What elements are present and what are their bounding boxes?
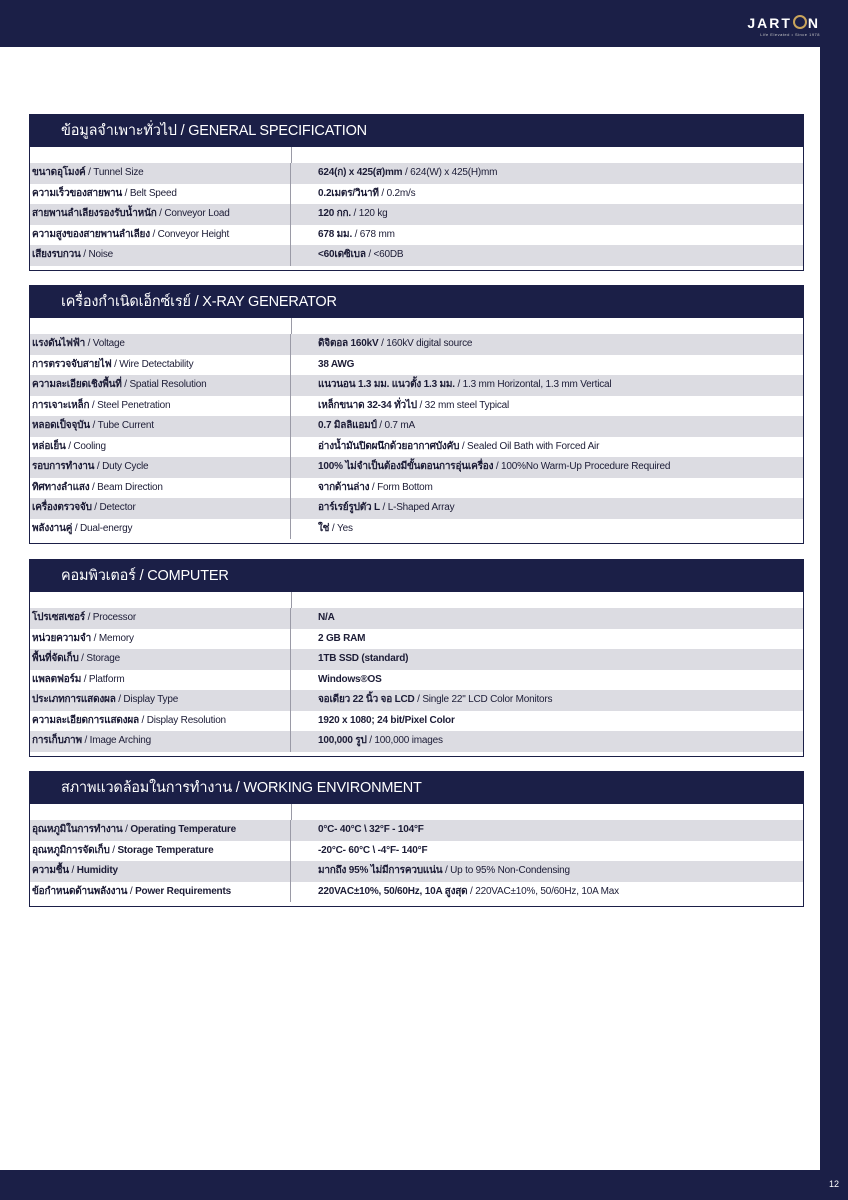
spec-label: ขนาดอุโมงค์ / Tunnel Size — [30, 163, 291, 184]
spec-value-english: 220VAC±10%, 50/60Hz, 10A Max — [475, 885, 619, 897]
spec-value-primary: 0.7 มิลลิแอมป์ — [318, 420, 377, 431]
spec-label: เสียงรบกวน / Noise — [30, 245, 291, 266]
spec-value — [291, 841, 803, 862]
spec-value: อ่างน้ำมันปิดผนึกด้วยอากาศบังคับ / Sealed Oil Bath with Forced Air — [318, 440, 600, 452]
section-title: ข้อมูลจำเพาะทั่วไป / GENERAL SPECIFICATION — [30, 115, 803, 147]
spec-value-english: L-Shaped Array — [387, 502, 455, 513]
spec-value-english: 678 mm — [359, 228, 395, 240]
spec-value: จากด้านล่าง / Form Bottom — [318, 481, 433, 493]
spec-value-primary: 220VAC±10%, 50/60Hz, 10A สูงสุด — [318, 885, 468, 897]
spec-value: แนวนอน 1.3 มม. แนวตั้ง 1.3 มม. / 1.3 mm Horizontal, 1.3 mm Vertical — [318, 379, 612, 390]
spec-value: ดิจิตอล 160kV / 160kV digital source — [318, 338, 473, 349]
spec-value: 100,000 รูป / 100,000 images — [318, 735, 443, 746]
spec-label-thai: แรงดันไฟฟ้า — [32, 338, 86, 349]
spec-label-thai: รอบการทำงาน — [32, 461, 95, 472]
spec-label-thai: เสียงรบกวน — [32, 249, 81, 260]
spec-label: รอบการทำงาน / Duty Cycle — [30, 457, 291, 478]
spec-value-english: 32 mm steel Typical — [424, 399, 510, 411]
spec-label-thai: การเจาะเหล็ก — [32, 399, 90, 411]
top-header-bar — [0, 0, 848, 47]
spec-value: 0.2เมตร/วินาที / 0.2m/s — [318, 187, 416, 199]
spec-label-thai: การตรวจจับสายไฟ — [32, 358, 112, 370]
spec-row — [30, 731, 803, 752]
spec-label-english: Beam Direction — [97, 481, 163, 493]
spec-table — [30, 608, 803, 756]
spec-label-english: Tunnel Size — [93, 167, 144, 178]
spec-label: ความสูงของสายพานลำเลียง / Conveyor Height — [30, 225, 291, 246]
spec-value-english: 1.3 mm Horizontal, 1.3 mm Vertical — [462, 379, 612, 390]
spec-label-thai: ขนาดอุโมงค์ — [32, 167, 86, 178]
spec-value: จอเดียว 22 นิ้ว จอ LCD / Single 22" LCD Color Monitors — [318, 694, 553, 705]
spec-row — [30, 820, 803, 841]
spec-row — [30, 629, 803, 650]
spec-row — [30, 882, 803, 903]
spec-value-english: Single 22" LCD Color Monitors — [422, 694, 553, 705]
spec-label-thai: อุณหภูมิการจัดเก็บ — [32, 844, 110, 856]
spec-label-english: Dual-energy — [79, 522, 133, 534]
spec-label: แรงดันไฟฟ้า / Voltage — [30, 334, 291, 355]
spec-label: พลังงานคู่ / Dual-energy — [30, 519, 291, 540]
spec-table — [30, 820, 803, 906]
spec-row — [30, 245, 803, 266]
spec-label-english: Tube Current — [97, 420, 154, 431]
spec-row — [30, 608, 803, 629]
spec-label-english: Display Resolution — [146, 714, 226, 726]
spec-table — [30, 163, 803, 270]
section-general-specification — [29, 114, 804, 271]
brand-logo — [747, 15, 820, 37]
spec-value-english: <60DB — [373, 249, 404, 260]
spec-value-primary: -20°C- 60°C \ -4°F- 140°F — [318, 844, 428, 856]
spec-row — [30, 841, 803, 862]
bottom-footer-bar — [0, 1170, 848, 1200]
spec-row — [30, 437, 803, 458]
spec-label-thai: หน่วยความจำ — [32, 632, 92, 644]
spec-row — [30, 334, 803, 355]
table-header-spacer — [30, 804, 803, 820]
spec-value — [291, 711, 803, 732]
spec-label-thai: ความละเอียดการแสดงผล — [32, 714, 139, 726]
spec-value-primary: เหล็กขนาด 32-34 ทั่วไป — [318, 399, 417, 411]
spec-label: สายพานลำเลียงรองรับน้ำหนัก / Conveyor Load — [30, 204, 291, 225]
spec-value — [291, 670, 803, 691]
spec-value-english: 100,000 images — [374, 735, 443, 746]
spec-row — [30, 690, 803, 711]
spec-value: 678 มม. / 678 mm — [318, 228, 395, 240]
spec-value: 0.7 มิลลิแอมป์ / 0.7 mA — [318, 420, 415, 431]
spec-label-thai: แพลตฟอร์ม — [32, 673, 82, 685]
spec-label: การเก็บภาพ / Image Arching — [30, 731, 291, 752]
spec-value — [291, 608, 803, 629]
spec-value-english: Yes — [337, 522, 353, 534]
spec-value: <60เดซิเบล / <60DB — [318, 249, 404, 260]
brand-tagline: Life Elevated • Since 1978 — [760, 32, 820, 37]
spec-label-english: Conveyor Height — [157, 228, 230, 240]
spec-value: เหล็กขนาด 32-34 ทั่วไป / 32 mm steel Typical — [318, 399, 510, 411]
spec-value-english: 160kV digital source — [386, 338, 473, 349]
spec-label-thai: ทิศทางลำแสง — [32, 481, 90, 493]
spec-label-english: Spatial Resolution — [129, 379, 207, 390]
spec-row — [30, 498, 803, 519]
spec-label-thai: เครื่องตรวจจับ — [32, 502, 92, 513]
spec-label-english: Conveyor Load — [164, 208, 230, 219]
spec-value-primary: จากด้านล่าง — [318, 481, 370, 493]
spec-value: ใช่ / Yes — [318, 522, 353, 534]
spec-label-english: Storage Temperature — [117, 844, 214, 856]
spec-label: ทิศทางลำแสง / Beam Direction — [30, 478, 291, 499]
spec-value-primary: ใช่ — [318, 522, 330, 534]
spec-value-primary: 678 มม. — [318, 228, 353, 240]
spec-value — [291, 355, 803, 376]
spec-row — [30, 649, 803, 670]
spec-label-english: Steel Penetration — [97, 399, 171, 411]
section-title: เครื่องกำเนิดเอ็กซ์เรย์ / X-RAY GENERATOR — [30, 286, 803, 318]
spec-value-primary: N/A — [318, 612, 335, 623]
spec-row — [30, 519, 803, 540]
spec-label-english: Display Type — [123, 694, 179, 705]
spec-label: พื้นที่จัดเก็บ / Storage — [30, 649, 291, 670]
spec-label-thai: หล่อเย็น — [32, 440, 66, 452]
table-header-spacer — [30, 147, 803, 163]
spec-label-english: Storage — [86, 653, 120, 664]
spec-label-thai: สายพานลำเลียงรองรับน้ำหนัก — [32, 208, 157, 219]
spec-value: 624(ก) x 425(ส)mm / 624(W) x 425(H)mm — [318, 167, 498, 178]
spec-label-english: Duty Cycle — [102, 461, 149, 472]
spec-value-primary: อาร์เรย์รูปตัว L — [318, 502, 380, 513]
spec-label-english: Platform — [88, 673, 125, 685]
spec-value: 100% ไม่จำเป็นต้องมีขั้นตอนการอุ่นเครื่อง / 100%No Warm-Up Procedure Required — [318, 461, 671, 472]
brand-wordmark: JART N — [747, 15, 820, 31]
spec-row — [30, 204, 803, 225]
spec-value-english: 120 kg — [358, 208, 388, 219]
spec-row — [30, 670, 803, 691]
spec-value-primary: 624(ก) x 425(ส)mm — [318, 167, 403, 178]
spec-row — [30, 184, 803, 205]
spec-label: ความละเอียดเชิงพื้นที่ / Spatial Resolution — [30, 375, 291, 396]
spec-value-primary: แนวนอน 1.3 มม. แนวตั้ง 1.3 มม. — [318, 379, 455, 390]
spec-row — [30, 711, 803, 732]
spec-label-thai: ความชื้น — [32, 865, 69, 876]
page-number: 12 — [828, 1179, 839, 1189]
spec-value — [291, 649, 803, 670]
spec-row — [30, 225, 803, 246]
spec-value-primary: มากถึง 95% ไม่มีการควบแน่น — [318, 865, 443, 876]
spec-label-thai: ความเร็วของสายพาน — [32, 187, 123, 199]
spec-label: ความชื้น / Humidity — [30, 861, 291, 882]
table-header-spacer — [30, 318, 803, 334]
spec-label-english: Operating Temperature — [130, 824, 236, 835]
spec-label-thai: การเก็บภาพ — [32, 735, 82, 746]
spec-value: 120 กก. / 120 kg — [318, 208, 388, 219]
spec-label-thai: โปรเซสเซอร์ — [32, 612, 85, 623]
spec-label: แพลตฟอร์ม / Platform — [30, 670, 291, 691]
spec-label-english: Detector — [99, 502, 136, 513]
spec-row — [30, 375, 803, 396]
table-header-spacer — [30, 592, 803, 608]
spec-value-english: Form Bottom — [377, 481, 433, 493]
logo-ring-icon — [793, 15, 807, 29]
spec-table — [30, 334, 803, 543]
spec-value-english: 100%No Warm-Up Procedure Required — [501, 461, 671, 472]
spec-row — [30, 396, 803, 417]
spec-value-primary: 100% ไม่จำเป็นต้องมีขั้นตอนการอุ่นเครื่อง — [318, 461, 494, 472]
spec-label: การตรวจจับสายไฟ / Wire Detectability — [30, 355, 291, 376]
spec-value-primary: 120 กก. — [318, 208, 351, 219]
spec-label: เครื่องตรวจจับ / Detector — [30, 498, 291, 519]
spec-label-thai: ความสูงของสายพานลำเลียง — [32, 228, 150, 240]
spec-row — [30, 457, 803, 478]
spec-label-english: Humidity — [76, 865, 118, 876]
spec-value-english: Up to 95% Non-Condensing — [450, 865, 570, 876]
spec-row — [30, 416, 803, 437]
spec-value-primary: 38 AWG — [318, 358, 355, 370]
spec-value-primary: <60เดซิเบล — [318, 249, 366, 260]
spec-label-thai: ความละเอียดเชิงพื้นที่ — [32, 379, 122, 390]
spec-value-primary: Windows®OS — [318, 673, 382, 685]
spec-label: การเจาะเหล็ก / Steel Penetration — [30, 396, 291, 417]
spec-label: หล่อเย็น / Cooling — [30, 437, 291, 458]
spec-label-thai: พื้นที่จัดเก็บ — [32, 653, 79, 664]
section-xray-generator — [29, 285, 804, 544]
spec-value: 220VAC±10%, 50/60Hz, 10A สูงสุด / 220VAC±10%, 50/60Hz, 10A Max — [318, 885, 619, 897]
section-computer — [29, 559, 804, 757]
spec-label-english: Power Requirements — [135, 885, 231, 897]
spec-label: อุณหภูมิในการทำงาน / Operating Temperature — [30, 820, 291, 841]
spec-value-english: Sealed Oil Bath with Forced Air — [467, 440, 600, 452]
section-title: สภาพแวดล้อมในการทำงาน / WORKING ENVIRONMENT — [30, 772, 803, 804]
spec-label-english: Processor — [92, 612, 136, 623]
spec-value-english: 0.7 mA — [384, 420, 415, 431]
spec-value-primary: จอเดียว 22 นิ้ว จอ LCD — [318, 694, 415, 705]
spec-value-primary: 1920 x 1080; 24 bit/Pixel Color — [318, 714, 455, 726]
spec-row — [30, 478, 803, 499]
spec-label-english: Memory — [98, 632, 134, 644]
spec-row — [30, 163, 803, 184]
section-working-environment — [29, 771, 804, 907]
spec-label-english: Voltage — [92, 338, 125, 349]
spec-label-english: Cooling — [73, 440, 106, 452]
spec-label: ข้อกำหนดด้านพลังงาน / Power Requirements — [30, 882, 291, 903]
spec-row — [30, 355, 803, 376]
spec-value — [291, 629, 803, 650]
spec-label: ประเภทการแสดงผล / Display Type — [30, 690, 291, 711]
spec-value-english: 624(W) x 425(H)mm — [410, 167, 498, 178]
spec-label-thai: ข้อกำหนดด้านพลังงาน — [32, 885, 128, 897]
spec-label-english: Noise — [88, 249, 114, 260]
spec-label-thai: พลังงานคู่ — [32, 522, 73, 534]
spec-value — [291, 820, 803, 841]
spec-value-primary: 0.2เมตร/วินาที — [318, 187, 379, 199]
spec-value-primary: 2 GB RAM — [318, 632, 366, 644]
spec-value-primary: 1TB SSD (standard) — [318, 653, 409, 664]
spec-label-thai: ประเภทการแสดงผล — [32, 694, 116, 705]
spec-label: ความละเอียดการแสดงผล / Display Resolution — [30, 711, 291, 732]
spec-value: อาร์เรย์รูปตัว L / L-Shaped Array — [318, 502, 455, 513]
spec-value-primary: 100,000 รูป — [318, 735, 367, 746]
spec-label-english: Image Arching — [89, 735, 151, 746]
spec-label-thai: อุณหภูมิในการทำงาน — [32, 824, 123, 835]
spec-value-primary: ดิจิตอล 160kV — [318, 338, 379, 349]
spec-value: มากถึง 95% ไม่มีการควบแน่น / Up to 95% Non-Condensing — [318, 865, 570, 876]
spec-label: ความเร็วของสายพาน / Belt Speed — [30, 184, 291, 205]
spec-label: หน่วยความจำ / Memory — [30, 629, 291, 650]
spec-row — [30, 861, 803, 882]
spec-label-thai: หลอดเป็จจุบัน — [32, 420, 90, 431]
right-side-bar — [820, 0, 848, 1200]
spec-label: อุณหภูมิการจัดเก็บ / Storage Temperature — [30, 841, 291, 862]
spec-value-primary: อ่างน้ำมันปิดผนึกด้วยอากาศบังคับ — [318, 440, 460, 452]
spec-value-english: 0.2m/s — [386, 187, 416, 199]
spec-label-english: Belt Speed — [129, 187, 177, 199]
section-title: คอมพิวเตอร์ / COMPUTER — [30, 560, 803, 592]
spec-label-english: Wire Detectability — [119, 358, 194, 370]
spec-label: หลอดเป็จจุบัน / Tube Current — [30, 416, 291, 437]
spec-value-primary: 0°C- 40°C \ 32°F - 104°F — [318, 824, 424, 835]
spec-label: โปรเซสเซอร์ / Processor — [30, 608, 291, 629]
